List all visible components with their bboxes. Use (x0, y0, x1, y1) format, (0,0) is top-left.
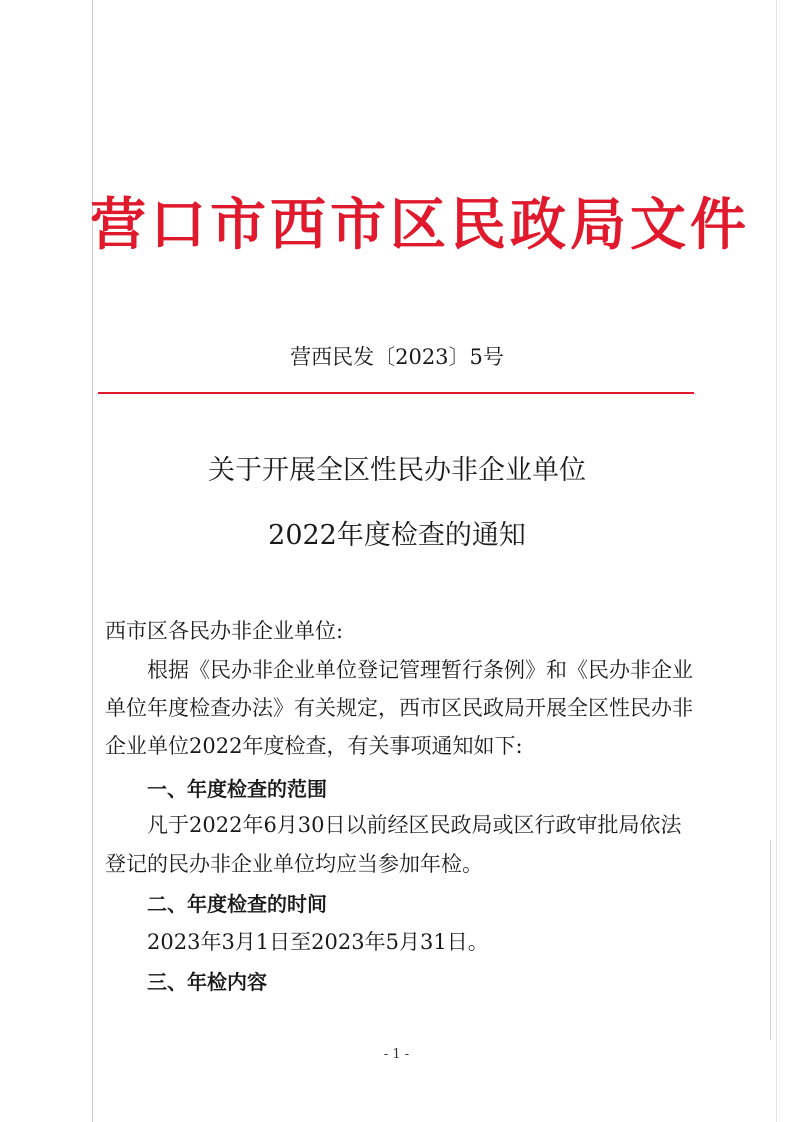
intro-paragraph-line-2: 单位年度检查办法》有关规定，西市区民政局开展全区性民办非 (105, 696, 693, 720)
intro-paragraph-line-1: 根据《民办非企业单位登记管理暂行条例》和《民办非企业 (147, 658, 693, 682)
section-1-line-2: 登记的民办非企业单位均应当参加年检。 (105, 852, 483, 876)
page-edge-line (776, 0, 777, 1122)
red-separator-line (98, 392, 694, 394)
document-number: 营西民发〔2023〕5号 (290, 345, 504, 369)
notice-title-line-1: 关于开展全区性民办非企业单位 (208, 455, 586, 486)
intro-paragraph-line-3: 企业单位2022年度检查，有关事项通知如下: (105, 734, 523, 758)
section-1-heading: 一、年度检查的范围 (147, 777, 327, 801)
issuing-authority-title: 营口市西市区民政局文件 (90, 192, 750, 258)
page-number: - 1 - (383, 1047, 410, 1062)
section-1-line-1: 凡于2022年6月30日以前经区民政局或区行政审批局依法 (147, 813, 682, 837)
salutation: 西市区各民办非企业单位: (105, 619, 344, 643)
section-3-heading: 三、年检内容 (147, 970, 267, 994)
notice-title-line-2: 2022年度检查的通知 (268, 520, 526, 551)
scan-mark (770, 840, 771, 1040)
section-2-heading: 二、年度检查的时间 (147, 892, 327, 916)
section-2-line-1: 2023年3月1日至2023年5月31日。 (147, 930, 489, 954)
binding-line (92, 0, 93, 1122)
